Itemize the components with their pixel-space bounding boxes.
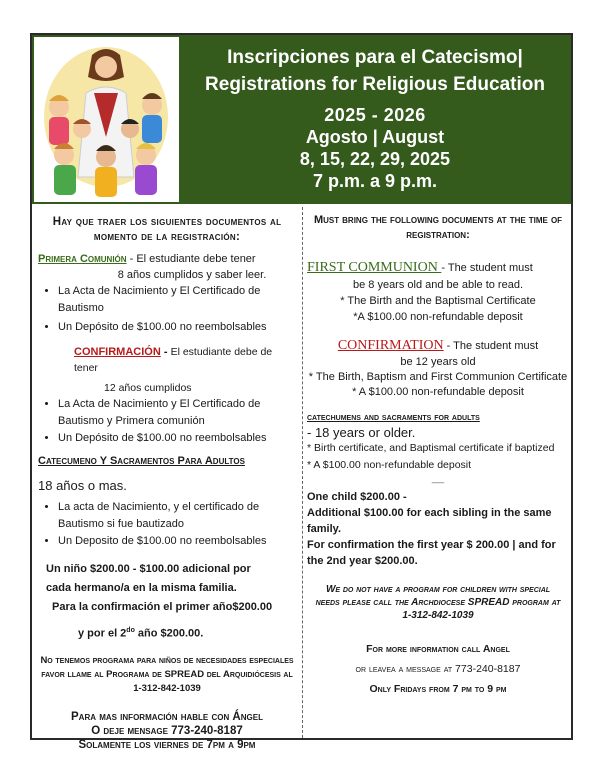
adults-es-age: 18 años o mas.	[38, 478, 127, 493]
confirmation-es-text: El estudiante debe de tener	[74, 346, 273, 374]
info-es-line2: O deje mensage 773-240-8187	[91, 724, 243, 737]
first-communion-en-line3: *A $100.00 non-refundable deposit	[353, 311, 523, 323]
adults-en-age: - 18 years or older.	[307, 425, 416, 440]
fees-es-line4	[38, 621, 296, 644]
confirmation-es-line	[38, 344, 296, 376]
header-text-block	[179, 35, 571, 204]
info-en-line2: or leavea a message at 773-240-8187	[355, 663, 521, 675]
list-item: • La acta de Nacimiento, y el certificado de Bautismo si fue bautizado	[58, 499, 296, 533]
title-english: Registrations for Religious Education	[205, 74, 545, 95]
first-communion-es-line	[38, 251, 296, 267]
special-needs-es: No tenemos programa para niños de necesidades especiales favor llame al Programa de SPREAD del Arquidiócesis al 1-312-842-1039	[40, 654, 294, 694]
first-communion-en-line	[307, 259, 569, 277]
fees-es-line4-sup: do	[126, 627, 135, 634]
fees-en-line3: For confirmation the first year $ 200.00 | and for the 2nd year $200.00.	[307, 539, 556, 567]
header-banner	[32, 35, 571, 204]
list-item: • Un Depósito de $100.00 no reembolsables	[58, 319, 296, 336]
english-column	[307, 213, 569, 696]
confirmation-en-line3: * A $100.00 non-refundable deposit	[352, 386, 524, 398]
flyer-frame	[30, 33, 573, 751]
spanish-column	[38, 215, 296, 752]
confirmation-es-dash: -	[160, 346, 171, 358]
fees-es-line3: Para la confirmación el primer año$200.00	[52, 601, 273, 613]
list-item: • Un Depósito de $100.00 no reembolsables	[58, 430, 296, 447]
month: Agosto | August	[305, 127, 445, 147]
first-communion-es-list	[38, 283, 296, 336]
column-divider	[302, 207, 303, 738]
confirmation-en-text: - The student must	[443, 340, 539, 352]
spanish-intro: Hay que traer los siguientes documentos al momento de la registración:	[52, 216, 282, 243]
fees-es	[38, 560, 296, 644]
first-communion-en-line1: be 8 years old and be able to read.	[352, 279, 523, 291]
fees-en	[307, 489, 569, 569]
dates: 8, 15, 22, 29, 2025	[299, 149, 451, 169]
adults-en-line1: * Birth certificate, and Baptismal certificate if baptized	[307, 442, 555, 454]
info-en-line1: For more information call Angel	[366, 643, 510, 655]
adults-en-separator: __	[431, 472, 445, 484]
confirmation-es-heading: CONFIRMACIÓN	[74, 346, 161, 358]
first-communion-en-text: - The student must	[441, 262, 533, 274]
english-intro: Must bring the following documents at the time of registration:	[313, 214, 563, 241]
first-communion-es-heading: Primera Comunión	[38, 253, 127, 265]
school-year: 2025 - 2026	[324, 105, 426, 125]
first-communion-en-details	[307, 277, 569, 325]
fees-es-line4-b: año $200.00.	[134, 627, 204, 640]
confirmation-es-list	[38, 396, 296, 447]
jesus-with-children-illustration	[34, 37, 179, 202]
info-en	[307, 642, 569, 696]
confirmation-en-details	[307, 355, 569, 400]
confirmation-en-line1: be 12 years old	[400, 356, 476, 368]
confirmation-es-age: 12 años cumplidos	[104, 382, 192, 394]
fees-es-line1: Un niño $200.00 - $100.00 adicional por	[46, 563, 251, 575]
confirmation-en-line2: * The Birth, Baptism and First Communion Certificate	[308, 371, 568, 383]
info-es-line1: Para mas información hable con Ángel	[71, 710, 263, 723]
adults-es-list	[38, 499, 296, 550]
confirmation-en-line	[307, 337, 569, 355]
fees-es-line4-a: y por el 2	[78, 627, 127, 640]
adults-en-heading: catechumens and sacraments for adults	[307, 411, 480, 423]
list-item: • Un Deposito de $100.00 no reembolsables	[58, 533, 296, 550]
fees-es-line2: cada hermano/a en la misma familia.	[46, 582, 237, 594]
special-needs-en: We do not have a program for children with special needs please call the Archdiocese SPREAD program at 1-312-842-1039	[315, 584, 561, 621]
list-item: • La Acta de Nacimiento y El Certificado de Bautismo y Primera comunión	[58, 396, 296, 430]
info-es-line3: Solamente los viernes de 7pm a 9pm	[78, 738, 256, 751]
title-spanish: Inscripciones para el Catecismo|	[227, 47, 523, 68]
first-communion-en-line2: * The Birth and the Baptismal Certificate	[340, 295, 536, 307]
time: 7 p.m. a 9 p.m.	[312, 171, 438, 191]
illustration-graphic	[34, 37, 179, 202]
info-en-line3: Only Fridays from 7 pm to 9 pm	[369, 683, 507, 695]
adults-en-line2: * A $100.00 non-refundable deposit	[307, 459, 472, 471]
adults-es-heading: Catecumeno Y Sacramentos Para Adultos	[38, 455, 245, 467]
first-communion-es-text: - El estudiante debe tener	[126, 253, 256, 265]
fees-en-line2: Additional $100.00 for each sibling in the same family.	[307, 507, 552, 535]
info-es	[38, 710, 296, 752]
first-communion-es-age: 8 años cumplidos y saber leer.	[117, 269, 267, 281]
list-item: • La Acta de Nacimiento y El Certificado de Bautismo	[58, 283, 296, 317]
first-communion-en-heading: FIRST COMMUNION	[307, 260, 442, 275]
confirmation-en-heading: CONFIRMATION	[337, 338, 444, 353]
fees-en-line1: One child $200.00 -	[307, 491, 407, 503]
